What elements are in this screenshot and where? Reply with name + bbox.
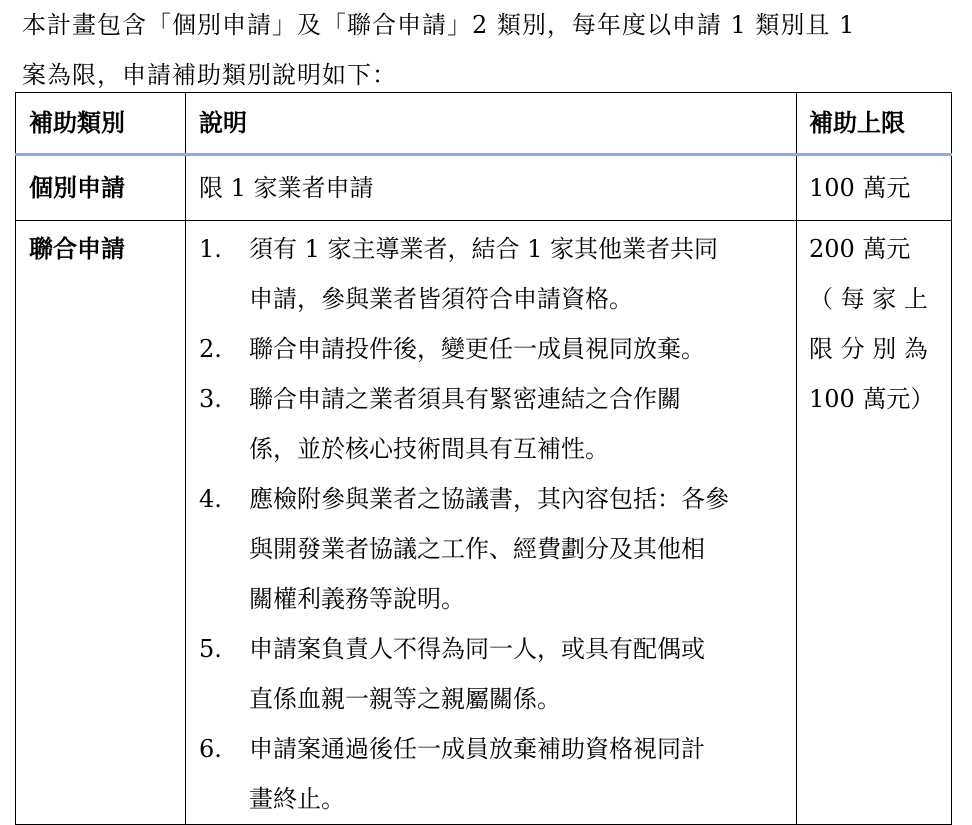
row-description-joint xyxy=(186,221,797,825)
limit-line: 100 萬元） xyxy=(809,385,935,413)
item-text: 聯合申請之業者須具有緊密連結之合作關 xyxy=(249,385,681,413)
list-item xyxy=(199,324,790,374)
item-text: 關權利義務等說明。 xyxy=(249,585,465,613)
item-text: 係，並於核心技術間具有互補性。 xyxy=(249,435,609,463)
item-text: 畫終止。 xyxy=(249,785,345,813)
item-text: 直係血親一親等之親屬關係。 xyxy=(249,685,561,713)
table-row xyxy=(16,155,952,221)
table-row xyxy=(16,221,952,825)
list-item xyxy=(199,474,790,624)
item-number: 4. xyxy=(199,485,222,513)
header-limit: 補助上限 xyxy=(797,93,952,155)
table-header-row xyxy=(16,93,952,155)
list-item xyxy=(199,374,790,474)
intro-line-1: 本計畫包含「個別申請」及「聯合申請」2 類別，每年度以申請 1 類別且 1 xyxy=(22,11,856,39)
row-category-individual: 個別申請 xyxy=(16,155,186,221)
row-category-joint: 聯合申請 xyxy=(16,221,186,825)
list-item xyxy=(199,724,790,824)
subsidy-category-table xyxy=(15,92,952,825)
intro-line-2: 案為限，申請補助類別說明如下： xyxy=(22,61,397,89)
item-number: 3. xyxy=(199,385,222,413)
limit-line: （ 每 家 上 xyxy=(809,285,928,313)
item-text: 申請，參與業者皆須符合申請資格。 xyxy=(249,285,633,313)
item-text: 聯合申請投件後，變更任一成員視同放棄。 xyxy=(249,335,705,363)
item-text: 申請案負責人不得為同一人，或具有配偶或 xyxy=(249,635,705,663)
header-category: 補助類別 xyxy=(16,93,186,155)
intro-paragraph xyxy=(22,0,952,100)
header-description: 說明 xyxy=(186,93,797,155)
item-number: 6. xyxy=(199,735,222,763)
item-number: 1. xyxy=(199,235,222,263)
item-text: 申請案通過後任一成員放棄補助資格視同計 xyxy=(249,735,705,763)
limit-line: 200 萬元 xyxy=(809,235,911,263)
list-item xyxy=(199,624,790,724)
item-number: 5. xyxy=(199,635,222,663)
row-limit-joint xyxy=(797,221,952,825)
item-number: 2. xyxy=(199,335,222,363)
item-text: 與開發業者協議之工作、經費劃分及其他相 xyxy=(249,535,705,563)
row-limit-individual: 100 萬元 xyxy=(797,155,952,221)
item-text: 須有 1 家主導業者，結合 1 家其他業者共同 xyxy=(249,235,719,263)
row-description-individual: 限 1 家業者申請 xyxy=(186,155,797,221)
limit-line: 限 分 別 為 xyxy=(809,335,928,363)
item-text: 應檢附參與業者之協議書，其內容包括：各參 xyxy=(249,485,729,513)
list-item xyxy=(199,224,790,324)
